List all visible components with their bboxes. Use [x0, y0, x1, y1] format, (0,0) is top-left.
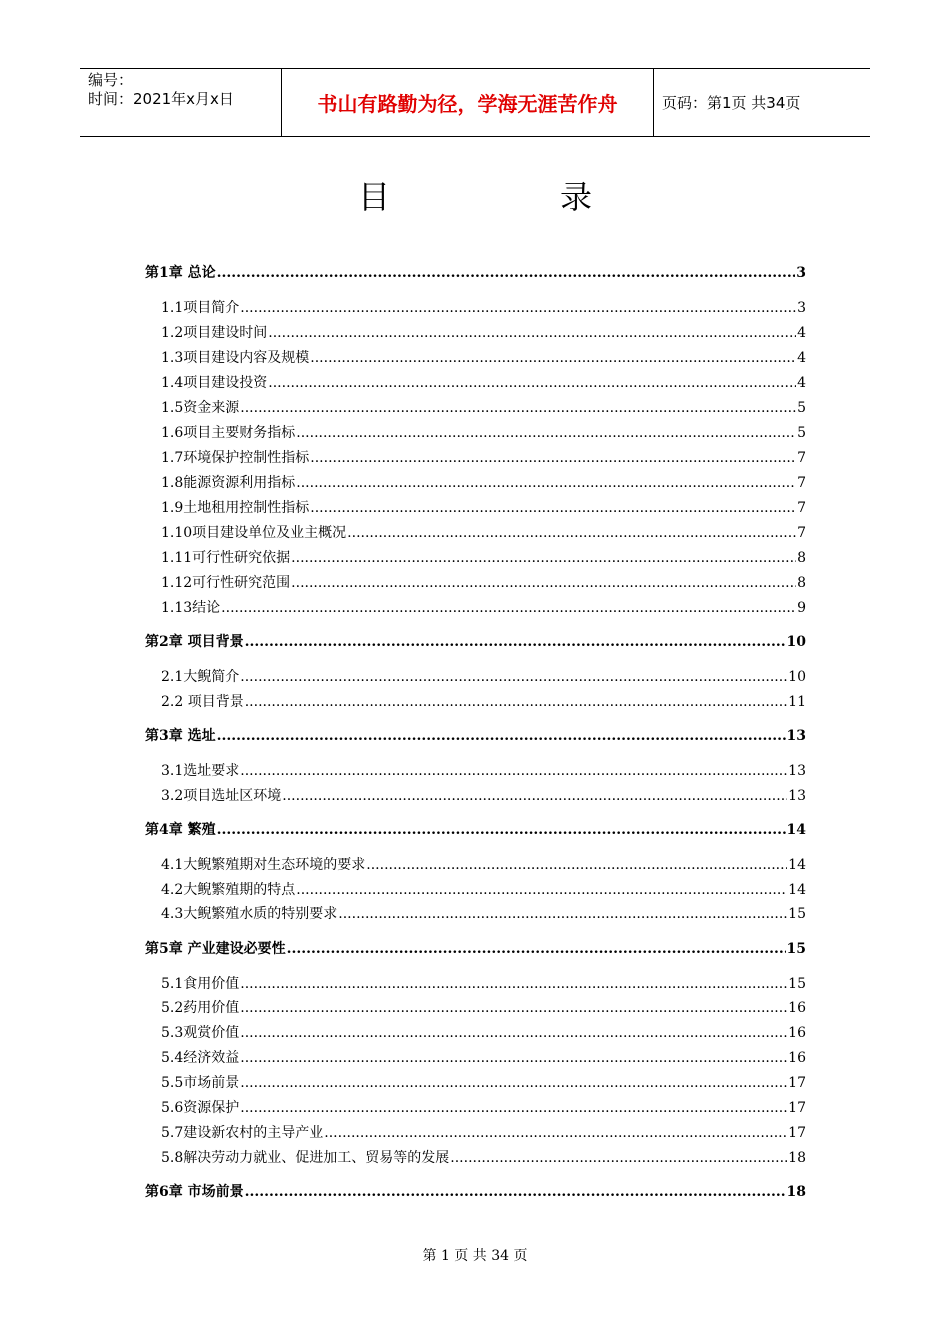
- toc-chapter-entry[interactable]: [145, 938, 806, 958]
- toc-section-entry[interactable]: [145, 691, 806, 711]
- toc-entry-page: 8: [797, 550, 806, 566]
- header-page-info: 页码：第1页 共34页: [662, 94, 801, 112]
- toc-entry-page: 7: [797, 450, 806, 466]
- toc-chapter-entry[interactable]: [145, 631, 806, 651]
- page-footer: 第 1 页 共 34 页: [422, 1248, 528, 1264]
- toc-dot-leader: [240, 1000, 787, 1016]
- toc-entry-label: 1.3项目建设内容及规模: [161, 350, 310, 366]
- toc-entry-label: 1.9土地租用控制性指标: [161, 500, 310, 516]
- toc-dot-leader: [245, 694, 787, 710]
- toc-entry-page: 15: [786, 941, 806, 957]
- toc-dot-leader: [282, 788, 787, 804]
- toc-section-entry[interactable]: [145, 666, 806, 686]
- toc-section-entry[interactable]: [145, 522, 806, 542]
- toc-section-entry[interactable]: [145, 997, 806, 1017]
- toc-entry-page: 7: [797, 525, 806, 541]
- toc-entry-label: 5.1食用价值: [161, 976, 240, 992]
- toc-section-entry[interactable]: [145, 1122, 806, 1142]
- toc-section-entry[interactable]: [145, 785, 806, 805]
- header-motto: 书山有路勤为径，学海无涯苦作舟: [282, 69, 654, 136]
- toc-entry-label: 1.5资金来源: [161, 400, 240, 416]
- toc-entry-label: 3.1选址要求: [161, 763, 240, 779]
- toc-entry-label: 4.3大鲵繁殖水质的特别要求: [161, 906, 338, 922]
- toc-dot-leader: [240, 300, 796, 316]
- toc-entry-label: 1.1项目简介: [161, 300, 240, 316]
- toc-entry-page: 15: [788, 976, 806, 992]
- toc-entry-page: 7: [797, 475, 806, 491]
- toc-entry-label: 第5章 产业建设必要性: [145, 941, 286, 957]
- toc-dot-leader: [217, 822, 786, 838]
- toc-entry-label: 5.8解决劳动力就业、促进加工、贸易等的发展: [161, 1150, 450, 1166]
- toc-dot-leader: [296, 882, 787, 898]
- toc-entry-label: 2.2 项目背景: [161, 694, 244, 710]
- toc-entry-label: 5.7建设新农村的主导产业: [161, 1125, 324, 1141]
- toc-entry-page: 3: [797, 300, 806, 316]
- toc-section-entry[interactable]: [145, 472, 806, 492]
- toc-entry-page: 9: [797, 600, 806, 616]
- toc-section-entry[interactable]: [145, 397, 806, 417]
- toc-entry-label: 4.1大鲵繁殖期对生态环境的要求: [161, 857, 366, 873]
- toc-section-entry[interactable]: [145, 879, 806, 899]
- toc-entry-page: 10: [788, 669, 806, 685]
- header-meta: [80, 69, 282, 136]
- toc-entry-page: 14: [786, 822, 806, 838]
- toc-entry-label: 1.11可行性研究依据: [161, 550, 291, 566]
- toc-chapter-entry[interactable]: [145, 262, 806, 282]
- toc-dot-leader: [310, 450, 796, 466]
- toc-entry-page: 7: [797, 500, 806, 516]
- toc-dot-leader: [338, 906, 787, 922]
- toc-section-entry[interactable]: [145, 1022, 806, 1042]
- toc-entry-label: 1.4项目建设投资: [161, 375, 268, 391]
- document-date: 时间：2021年x月x日: [88, 90, 234, 108]
- toc-dot-leader: [245, 1184, 786, 1200]
- toc-dot-leader: [268, 375, 796, 391]
- toc-section-entry[interactable]: [145, 372, 806, 392]
- toc-dot-leader: [310, 500, 796, 516]
- toc-chapter-entry[interactable]: [145, 725, 806, 745]
- toc-entry-label: 第4章 繁殖: [145, 822, 216, 838]
- toc-entry-label: 1.13结论: [161, 600, 221, 616]
- toc-entry-page: 4: [797, 350, 806, 366]
- toc-dot-leader: [221, 600, 796, 616]
- toc-entry-label: 3.2项目选址区环境: [161, 788, 282, 804]
- toc-entry-page: 10: [786, 634, 806, 650]
- toc-entry-label: 第1章 总论: [145, 265, 216, 281]
- toc-dot-leader: [245, 634, 786, 650]
- toc-dot-leader: [296, 425, 796, 441]
- toc-entry-label: 第3章 选址: [145, 728, 216, 744]
- toc-section-entry[interactable]: [145, 297, 806, 317]
- toc-entry-page: 13: [788, 788, 806, 804]
- toc-section-entry[interactable]: [145, 572, 806, 592]
- toc-dot-leader: [296, 475, 796, 491]
- toc-dot-leader: [217, 265, 796, 281]
- toc-dot-leader: [240, 1100, 787, 1116]
- toc-entry-page: 15: [788, 906, 806, 922]
- toc-section-entry[interactable]: [145, 973, 806, 993]
- toc-dot-leader: [240, 1050, 787, 1066]
- toc-entry-label: 1.6项目主要财务指标: [161, 425, 296, 441]
- toc-dot-leader: [287, 941, 786, 957]
- toc-section-entry[interactable]: [145, 1097, 806, 1117]
- toc-section-entry[interactable]: [145, 1047, 806, 1067]
- toc-section-entry[interactable]: [145, 903, 806, 923]
- toc-dot-leader: [324, 1125, 787, 1141]
- toc-dot-leader: [240, 669, 787, 685]
- toc-dot-leader: [310, 350, 796, 366]
- toc-entry-page: 4: [797, 375, 806, 391]
- toc-dot-leader: [450, 1150, 787, 1166]
- toc-entry-page: 13: [788, 763, 806, 779]
- toc-entry-label: 1.7环境保护控制性指标: [161, 450, 310, 466]
- toc-entry-label: 5.3观赏价值: [161, 1025, 240, 1041]
- toc-entry-label: 1.12可行性研究范围: [161, 575, 291, 591]
- toc-entry-label: 4.2大鲵繁殖期的特点: [161, 882, 296, 898]
- toc-dot-leader: [366, 857, 787, 873]
- toc-entry-label: 1.8能源资源利用指标: [161, 475, 296, 491]
- toc-section-entry[interactable]: [145, 1147, 806, 1167]
- toc-section-entry[interactable]: [145, 347, 806, 367]
- toc-dot-leader: [291, 575, 796, 591]
- toc-entry-page: 13: [786, 728, 806, 744]
- toc-entry-page: 16: [788, 1000, 806, 1016]
- toc-section-entry[interactable]: [145, 422, 806, 442]
- toc-entry-label: 5.5市场前景: [161, 1075, 240, 1091]
- toc-entry-label: 第6章 市场前景: [145, 1184, 244, 1200]
- toc-entry-page: 5: [797, 425, 806, 441]
- toc-dot-leader: [217, 728, 786, 744]
- toc-dot-leader: [268, 325, 796, 341]
- toc-dot-leader: [240, 1075, 787, 1091]
- toc-dot-leader: [240, 763, 787, 779]
- toc-entry-label: 第2章 项目背景: [145, 634, 244, 650]
- toc-entry-label: 2.1大鲵简介: [161, 669, 240, 685]
- toc-entry-page: 14: [788, 882, 806, 898]
- toc-entry-page: 14: [788, 857, 806, 873]
- toc-entry-page: 17: [788, 1075, 806, 1091]
- toc-entry-label: 5.2药用价值: [161, 1000, 240, 1016]
- toc-dot-leader: [240, 400, 796, 416]
- toc-entry-page: 5: [797, 400, 806, 416]
- toc-title: 目录: [357, 178, 762, 216]
- toc-section-entry[interactable]: [145, 760, 806, 780]
- toc-entry-label: 5.6资源保护: [161, 1100, 240, 1116]
- toc-entry-page: 17: [788, 1100, 806, 1116]
- toc-section-entry[interactable]: [145, 497, 806, 517]
- toc-entry-label: 5.4经济效益: [161, 1050, 240, 1066]
- toc-entry-page: 18: [788, 1150, 806, 1166]
- toc-entry-label: 1.10项目建设单位及业主概况: [161, 525, 347, 541]
- toc-chapter-entry[interactable]: [145, 819, 806, 839]
- document-number: 编号：: [88, 71, 134, 89]
- toc-chapter-entry[interactable]: [145, 1181, 806, 1201]
- toc-entry-label: 1.2项目建设时间: [161, 325, 268, 341]
- toc-entry-page: 18: [786, 1184, 806, 1200]
- toc-dot-leader: [347, 525, 796, 541]
- toc-entry-page: 17: [788, 1125, 806, 1141]
- toc-entry-page: 16: [788, 1050, 806, 1066]
- toc-section-entry[interactable]: [145, 854, 806, 874]
- toc-entry-page: 4: [797, 325, 806, 341]
- toc-section-entry[interactable]: [145, 1072, 806, 1092]
- toc-dot-leader: [240, 976, 787, 992]
- toc-dot-leader: [291, 550, 796, 566]
- toc-section-entry[interactable]: [145, 597, 806, 617]
- toc-dot-leader: [240, 1025, 787, 1041]
- toc-section-entry[interactable]: [145, 547, 806, 567]
- toc-section-entry[interactable]: [145, 447, 806, 467]
- toc-entry-page: 16: [788, 1025, 806, 1041]
- toc-entry-page: 8: [797, 575, 806, 591]
- page-header: [80, 68, 870, 137]
- toc-entry-page: 3: [796, 265, 806, 281]
- toc-section-entry[interactable]: [145, 322, 806, 342]
- toc-entry-page: 11: [788, 694, 806, 710]
